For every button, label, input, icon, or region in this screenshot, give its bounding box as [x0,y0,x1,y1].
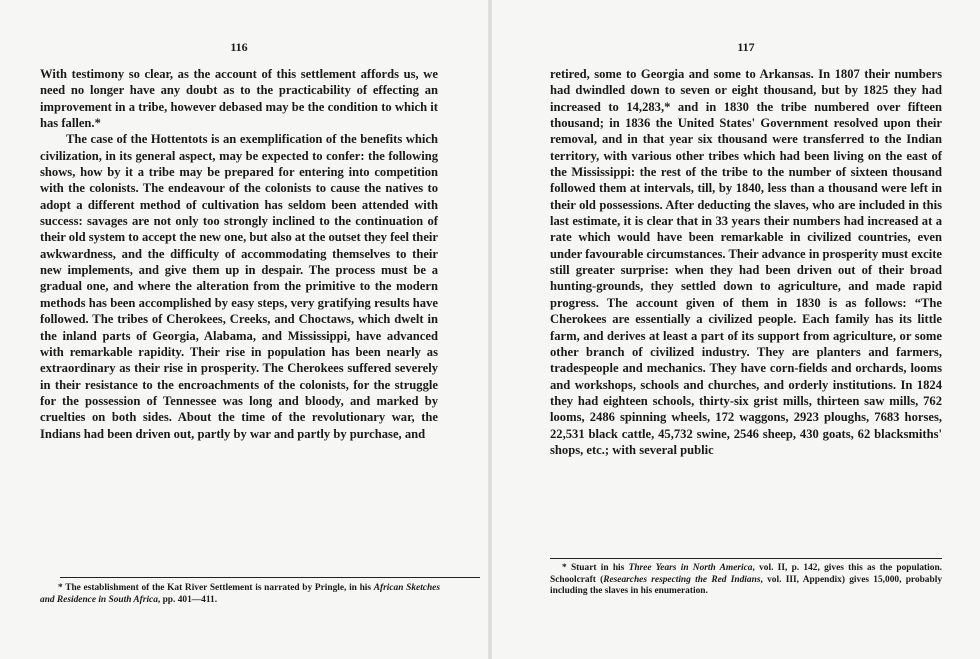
left-page [40,0,438,659]
footnote-left-text-1: * The establishment of the Kat River Settlement is narrated by Pringle, in his [58,583,374,593]
footnote-right-text-2: , vol. II, p. 142, gives this as the population. Schoolcraft ( [550,563,943,585]
right-page [550,0,942,659]
book-gutter [488,0,492,659]
footnote-right-title-1: Three Years in North America [628,563,753,573]
footnote-left [40,583,440,606]
footnote-rule-left [60,577,480,578]
right-page-body [550,66,942,458]
footnote-right [550,563,942,598]
right-paragraph-1: retired, some to Georgia and some to Arkansas. In 1807 their numbers had dwindled down to seven or eight thousand, but by 1825 they had increased to 14,283,* and in 1830 the tribe numbered over fifteen thousand; in 1836 the United States' Government resolved upon their removal, and in that year six thousand were transferred to the Indian territory, with various other tribes which had been living on the east of the Mississippi: the rest of the tribe to the number of sixteen thousand followed them at intervals, till, by 1840, less than a thousand were left in their old possessions. After deducting the slaves, who are included in this last estimate, it is clear that in 33 years their numbers had increased at a rate which would have been remarkable in civilized countries, even under favourable circumstances. Their advance in prosperity must excite still greater surprise: when they had been driven out of their broad hunting-grounds, they settled down to agriculture, and made rapid progress. The account given of them in 1830 is as follows: “The Cherokees are essentially a civilized people. Each family has its little farm, and derives at least a part of its support from agriculture, or some other branch of civilized industry. They are planters and farmers, tradespeople and mechanics. They have corn-fields and orchards, looms and workshops, schools and churches, and orderly institutions. In 1824 they had eighteen schools, thirty-six grist mills, thirteen saw mills, 762 looms, 2486 spinning wheels, 172 waggons, 2923 ploughs, 7683 horses, 22,531 black cattle, 45,732 swine, 2546 sheep, 430 goats, 62 blacksmiths' shops, etc.; with several public [550,67,942,457]
left-page-body [40,66,438,442]
left-paragraph-2: The case of the Hottentots is an exemplification of the benefits which civilization, in its general aspect, may be expected to confer: the following shows, how by it a tribe may be prepared for entering into competition with the colonists. The endeavour of the colonists to cause the natives to adopt a different method of cultivation has seldom been attended with success: savages are not only too strongly inclined to the continuation of their old system to accept the new one, but also at the outset they feel their awkwardness, and the difficulty of accommodating themselves to their new implements, and give them up in despair. The process must be a gradual one, and where the alteration from the primitive to the modern methods has been accomplished by easy steps, very gratifying results have followed. The tribes of Cherokees, Creeks, and Choctaws, which dwelt in the inland parts of Georgia, Alabama, and Mississippi, have advanced with remarkable rapidity. Their rise in population has been nearly as extraordinary as their rise in prosperity. The Cherokees suffered severely in their resistance to the encroachments of the colonists, for the struggle for the possession of Tennessee was long and bloody, and marked by cruelties on both sides. About the time of the revolutionary war, the Indians had been driven out, partly by war and partly by purchase, and [40,132,438,441]
footnote-left-text-2: , pp. 401—411. [157,594,218,605]
footnote-right-text-1: * Stuart in his [562,563,629,573]
page-number-left: 116 [230,40,248,54]
footnote-right-text-3: , vol. III, Appendix) gives 15,000, probably including the slaves in his enumeration. [550,574,943,596]
left-paragraph-1: With testimony so clear, as the account of this settlement affords us, we need no longer have any doubt as to the practicability of effecting an improvement in a tribe, however debased may be the condition to which it has fallen.* [40,67,438,131]
footnote-right-title-2: Researches respecting the Red Indians [603,574,761,585]
footnote-left-title: African Sketches and Residence in South Africa [40,583,440,605]
footnote-rule-right [550,558,942,559]
page-number-right: 117 [737,40,755,54]
